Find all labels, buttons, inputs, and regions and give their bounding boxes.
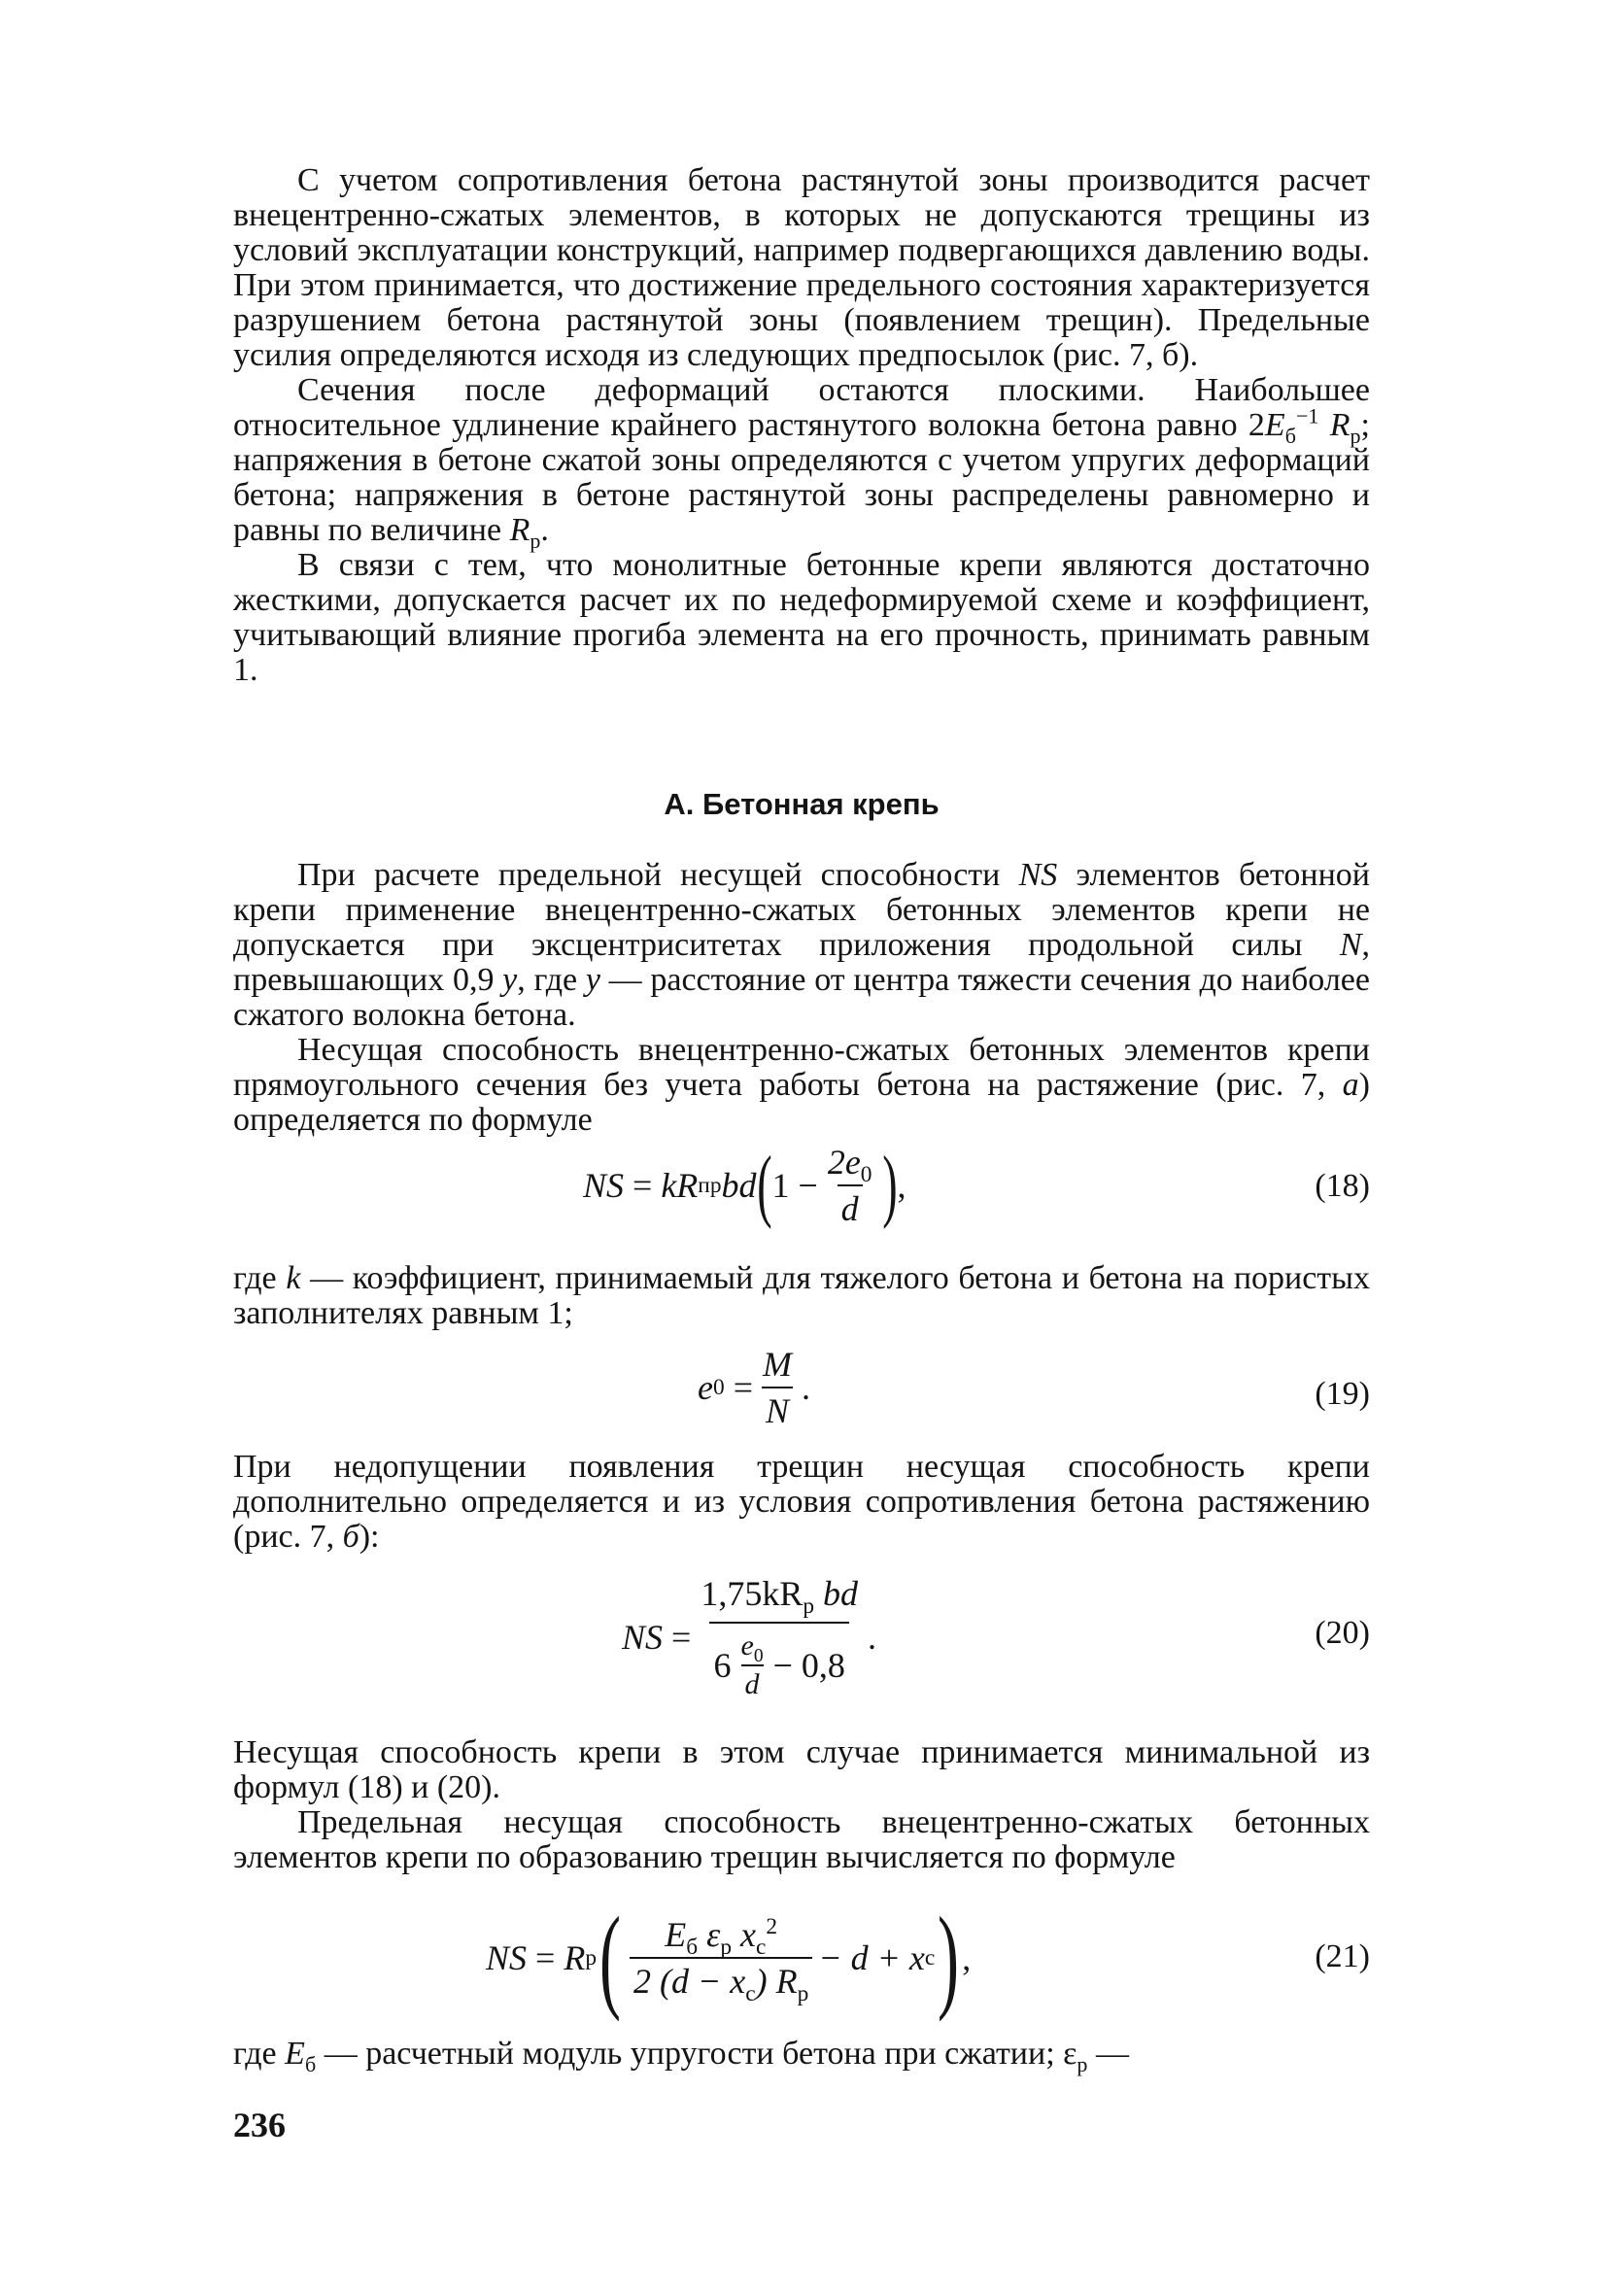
equation-20: [233, 1564, 1370, 1710]
equation-number-20: (20): [1315, 1615, 1370, 1651]
paragraph-tension-zone: С учетом сопротивления бетона растянутой зоны производится расчет внецентренно-сжатых элементов, в которых не допускаются трещины из условий эксплуатации конструкций, например подвергающихся давлению воды. При этом принимается, что достижение предельного состояния характеризуется разрушением бетона растянутой зоны (появлением трещин). Предельные усилия определяются исходя из следующих предпосылок (рис. 7, б).: [233, 162, 1370, 373]
fraction-eq21: $\frac{E_б \varepsilon_р x_c^2}{2 (d - x_c) R_р}$: [630, 1914, 812, 2002]
paragraph-assumptions: Сечения после деформаций остаются плоскими. Наибольшее относительное удлинение крайнего растянутого волокна бетона равно $2E_б^{-1}$ $R_р$; напряжения в бетоне сжатой зоны определяются с учетом упругих деформаций бетона; напряжения в бетоне растянутой зоны распределены равномерно и равны по величине $R_р$.: [233, 372, 1370, 553]
fraction-e0-d-inner: $\frac{e_0}{d}$: [740, 1629, 764, 1700]
paragraph-eccentricity: При расчете предельной несущей способности NS элементов бетонной крепи применение внецентренно-сжатых бетонных элементов крепи не допускается при эксцентриситетах приложения продольной силы N, превышающих 0,9 y, где y — расстояние от центра тяжести сечения до наиболее сжатого волокна бетона.: [233, 857, 1370, 1033]
equation-21-body: NS = R р ( $\frac{E_б \varepsilon_р x_c^2}{2 (d - x_c) R_р}$ − d + x c ) ,: [486, 1893, 972, 2022]
concrete-support-text: [233, 858, 1370, 1138]
paragraph-cracking: При недопущении появления трещин несущая способность крепи дополнительно определяется и из условия сопротивления бетона растяжению (рис. 7, б):: [233, 1449, 1370, 1555]
equation-number-19: (19): [1315, 1376, 1370, 1412]
coefficient-text: [233, 1261, 1370, 1331]
page-number: 236: [233, 2106, 286, 2144]
equation-19: [233, 1339, 1370, 1436]
fraction-eq20: $1,75kR_р$ bd 6 $\frac{e_0}{d}$ − 0,8: [701, 1574, 859, 1700]
equation-18-body: NS = kR пр bd ( 1 − $\frac{2e_0}{d}$ ) ,: [583, 1140, 906, 1230]
equation-20-body: NS = $1,75kR_р$ bd 6 $\frac{e_0}{d}$ − 0,8 .: [622, 1574, 877, 1700]
paragraph-bearing-capacity: Несущая способность внецентренно-сжатых бетонных элементов крепи прямоугольного сечения без учета работы бетона на растяжение (рис. 7, а) определяется по формуле: [233, 1032, 1370, 1138]
fraction-m-n: $\frac{M}{N}$: [763, 1345, 792, 1430]
equation-18: [233, 1137, 1370, 1234]
equation-number-18: (18): [1315, 1168, 1370, 1204]
modulus-text: [233, 2036, 1370, 2076]
fraction-2e0-d: $\frac{2e_0}{d}$: [827, 1143, 872, 1228]
cracking-text: [233, 1450, 1370, 1555]
equation-number-21: (21): [1315, 1938, 1370, 1974]
paragraph-modulus: где $E_б$ — расчетный модуль упругости бетона при сжатии; $\varepsilon_р$ —: [233, 2036, 1129, 2076]
paragraph-minimum: Несущая способность крепи в этом случае принимается минимальной из формул (18) и (20).: [233, 1734, 1370, 1805]
equation-21: [233, 1895, 1370, 2021]
paragraph-rigidity: В связи с тем, что монолитные бетонные крепи являются достаточно жесткими, допускается расчет их по недеформируемой схеме и коэффициент, учитывающий влияние прогиба элемента на его прочность, принимать равным 1.: [233, 547, 1370, 688]
minimum-text: [233, 1735, 1370, 1875]
equation-19-body: e 0 = $\frac{M}{N}$ .: [698, 1345, 810, 1430]
paragraph-crack-formation: Предельная несущая способность внецентренно-сжатых бетонных элементов крепи по образованию трещин вычисляется по формуле: [233, 1804, 1370, 1875]
section-heading: А. Бетонная крепь: [664, 787, 940, 821]
paragraph-k-coefficient: где k — коэффициент, принимаемый для тяжелого бетона и бетона на пористых заполнителях равным 1;: [233, 1260, 1370, 1331]
intro-text: [233, 163, 1370, 688]
